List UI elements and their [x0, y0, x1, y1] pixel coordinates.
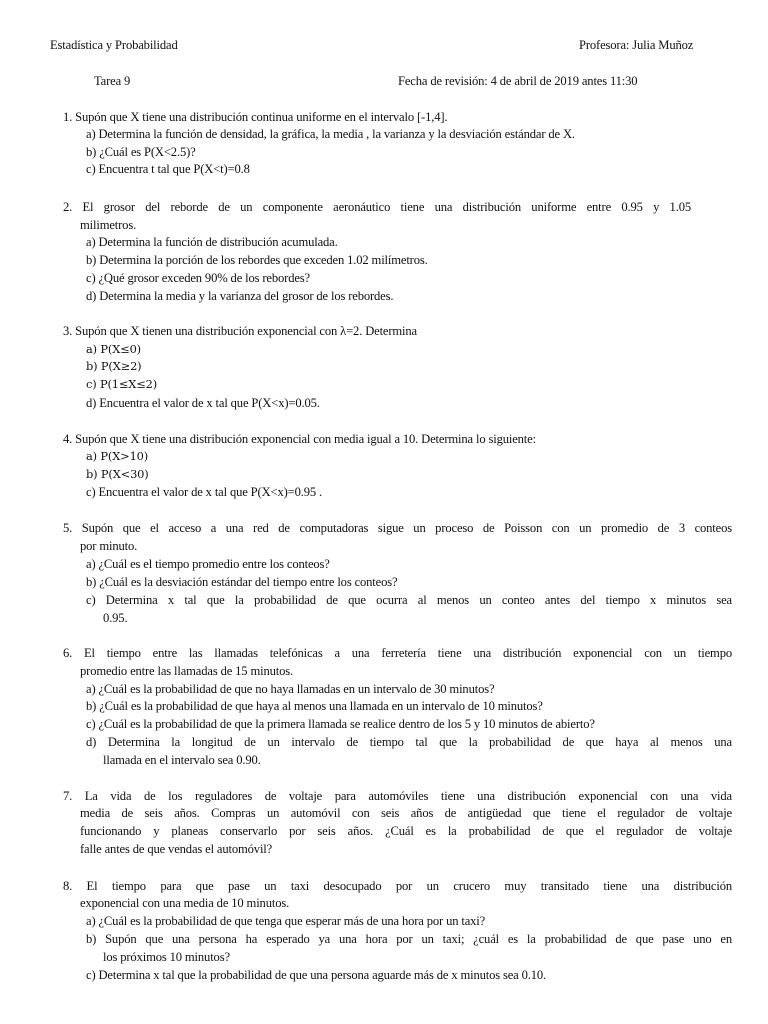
problem-1-item-a: a) Determina la función de densidad, la gráfica, la media , la varianza y la desviación estándar de X.: [86, 127, 575, 141]
problem-3-item-b: b) P(X≥2): [86, 359, 142, 373]
problem-2-item-c: c) ¿Qué grosor exceden 90% de los rebordes?: [86, 271, 310, 285]
problem-4-item-b: b) P(X<30): [86, 467, 149, 481]
problem-8-stem: 8. El tiempo para que pase un taxi desocupado por un crucero muy transitado tiene una distribución: [63, 879, 732, 893]
problem-7-stem: 7. La vida de los reguladores de voltaje para automóviles tiene una distribución exponencial con una vida: [63, 789, 732, 803]
problem-4-item-c: c) Encuentra el valor de x tal que P(X<x)=0.95 .: [86, 485, 323, 499]
problem-8-item-b-cont: los próximos 10 minutos?: [103, 950, 230, 964]
problem-3-item-c: c) P(1≤X≤2): [86, 377, 158, 391]
problem-5-stem: 5. Supón que el acceso a una red de computadoras sigue un proceso de Poisson con un promedio de 3 conteos: [63, 521, 732, 535]
problem-4-item-a: a) P(X>10): [86, 449, 149, 463]
problem-5-item-c: c) Determina x tal que la probabilidad de que ocurra al menos un conteo antes del tiempo x minutos sea: [86, 593, 732, 607]
problem-7-stem-cont-3: falle antes de que vendas el automóvil?: [80, 842, 273, 856]
problem-2-item-b: b) Determina la porción de los rebordes que exceden 1.02 milímetros.: [86, 253, 428, 267]
problem-6-stem-cont: promedio entre las llamadas de 15 minutos.: [80, 664, 293, 678]
problem-6-item-a: a) ¿Cuál es la probabilidad de que no haya llamadas en un intervalo de 30 minutos?: [86, 682, 495, 696]
problem-3-item-a: a) P(X≤0): [86, 342, 141, 356]
problem-6-stem: 6. El tiempo entre las llamadas telefónicas a una ferretería tiene una distribución exponencial con un tiempo: [63, 646, 732, 660]
problem-6-item-b: b) ¿Cuál es la probabilidad de que haya al menos una llamada en un intervalo de 10 minutos?: [86, 699, 543, 713]
problem-8-item-c: c) Determina x tal que la probabilidad de que una persona aguarde más de x minutos sea 0.10.: [86, 968, 547, 982]
course-title: Estadística y Probabilidad: [50, 38, 178, 52]
problem-6-item-c: c) ¿Cuál es la probabilidad de que la primera llamada se realice dentro de los 5 y 10 minutos de abierto?: [86, 717, 595, 731]
problem-2-stem: 2. El grosor del reborde de un componente aeronáutico tiene una distribución uniforme entre 0.95 y 1.05: [63, 200, 691, 214]
problem-8-stem-cont: exponencial con una media de 10 minutos.: [80, 896, 290, 910]
problem-4-stem: 4. Supón que X tiene una distribución exponencial con media igual a 10. Determina lo siguiente:: [63, 432, 536, 446]
problem-3-stem: 3. Supón que X tienen una distribución exponencial con λ=2. Determina: [63, 324, 417, 338]
problem-5-item-a: a) ¿Cuál es el tiempo promedio entre los conteos?: [86, 557, 330, 571]
problem-1-stem: 1. Supón que X tiene una distribución continua uniforme en el intervalo [-1,4].: [63, 110, 448, 124]
assignment-title: Tarea 9: [94, 74, 131, 88]
problem-5-item-b: b) ¿Cuál es la desviación estándar del tiempo entre los conteos?: [86, 575, 398, 589]
problem-7-stem-cont-1: media de seis años. Compras un automóvil con seis años de antigüedad que tiene el regulador de voltaje: [80, 806, 732, 820]
problem-6-item-d: d) Determina la longitud de un intervalo de tiempo tal que la probabilidad de que haya al menos una: [86, 735, 732, 749]
teacher-name: Profesora: Julia Muñoz: [579, 38, 694, 52]
problem-8-item-a: a) ¿Cuál es la probabilidad de que tenga que esperar más de una hora por un taxi?: [86, 914, 486, 928]
problem-5-item-c-cont: 0.95.: [103, 611, 128, 625]
problem-6-item-d-cont: llamada en el intervalo sea 0.90.: [103, 753, 261, 767]
problem-3-item-d: d) Encuentra el valor de x tal que P(X<x)=0.05.: [86, 396, 320, 410]
problem-8-item-b: b) Supón que una persona ha esperado ya una hora por un taxi; ¿cuál es la probabilidad de que pase uno en: [86, 932, 732, 946]
review-date: Fecha de revisión: 4 de abril de 2019 antes 11:30: [398, 74, 638, 88]
problem-2-item-a: a) Determina la función de distribución acumulada.: [86, 235, 338, 249]
problem-2-item-d: d) Determina la media y la varianza del grosor de los rebordes.: [86, 289, 394, 303]
problem-7-stem-cont-2: funcionando y planeas conservarlo por seis años. ¿Cuál es la probabilidad de que el regulador de voltaje: [80, 824, 732, 838]
problem-1-item-c: c) Encuentra t tal que P(X<t)=0.8: [86, 162, 250, 176]
problem-5-stem-cont: por minuto.: [80, 539, 138, 553]
problem-1-item-b: b) ¿Cuál es P(X<2.5)?: [86, 145, 196, 159]
problem-2-stem-cont: milimetros.: [80, 218, 137, 232]
